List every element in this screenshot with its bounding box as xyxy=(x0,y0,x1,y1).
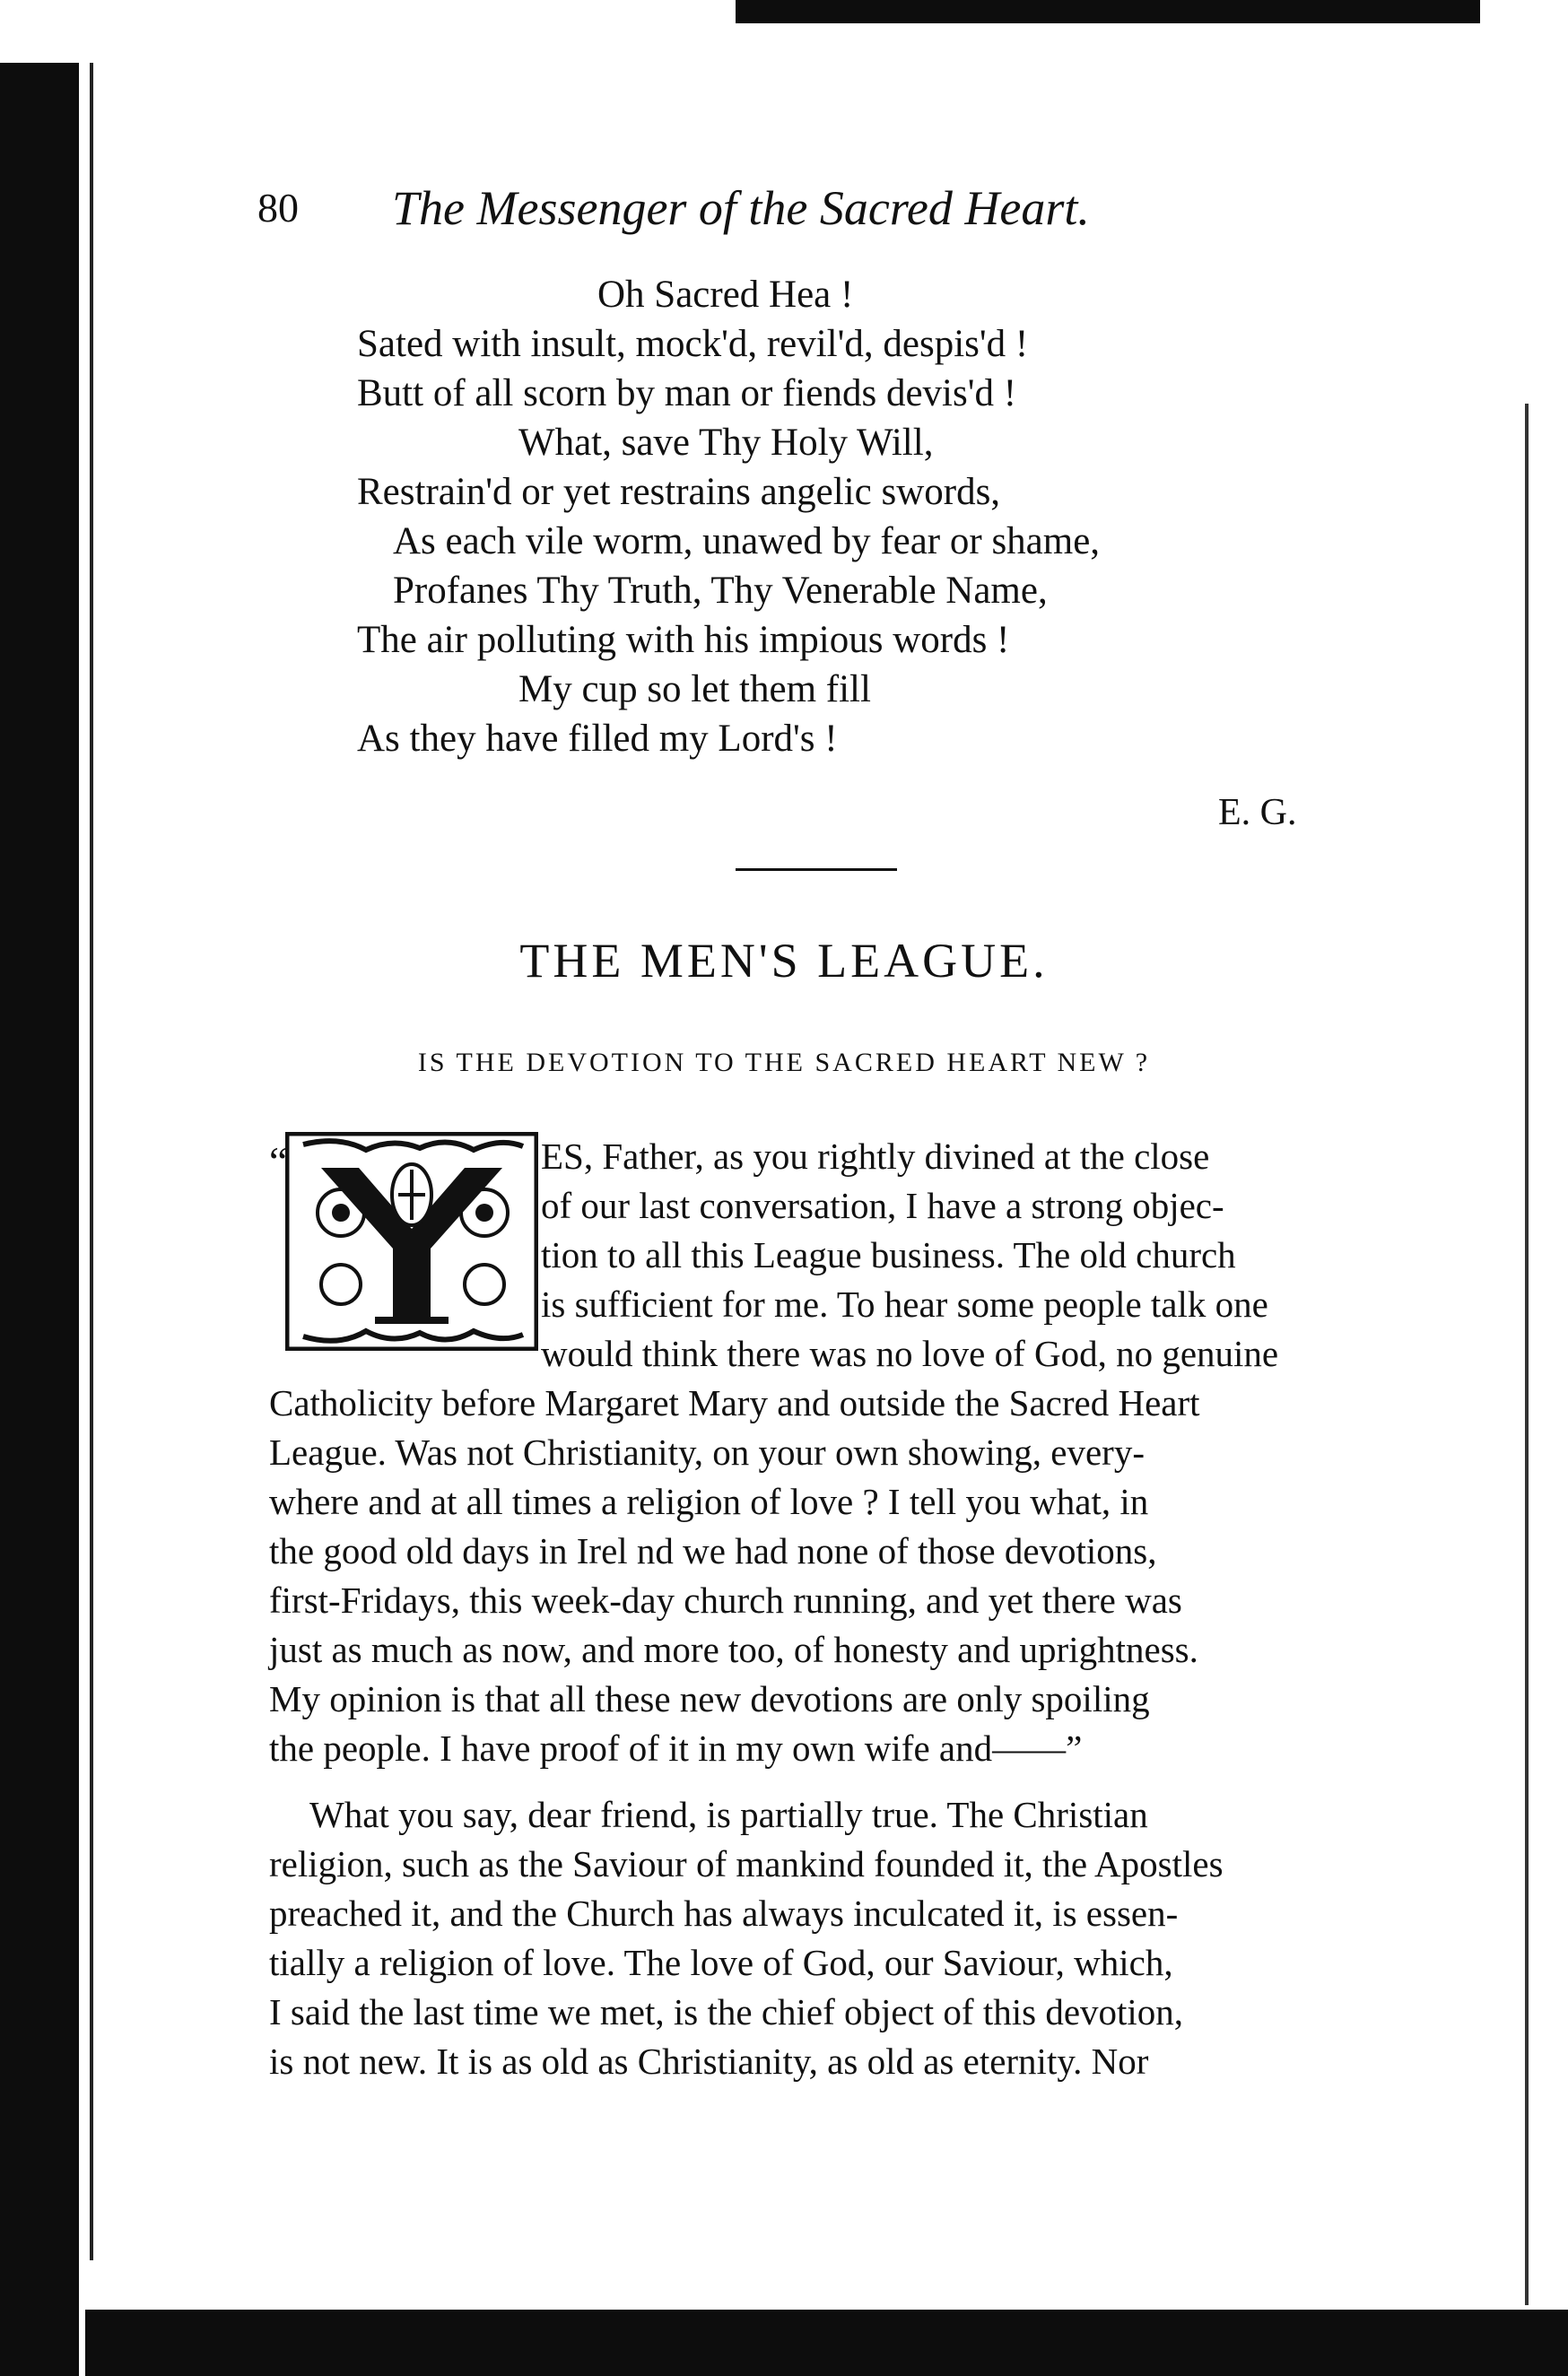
article-line: is sufficient for me. To hear some people talk one xyxy=(541,1284,1268,1325)
article-line: of our last conversation, I have a strong objec- xyxy=(541,1185,1224,1226)
article-line: preached it, and the Church has always inculcated it, is essen- xyxy=(269,1893,1179,1934)
article-line: I said the last time we met, is the chief object of this devotion, xyxy=(269,1991,1184,2032)
article-line: just as much as now, and more too, of honesty and uprightness. xyxy=(269,1629,1198,1670)
poem-line: My cup so let them fill xyxy=(518,668,871,710)
article-line: tially a religion of love. The love of God, our Saviour, which, xyxy=(269,1942,1173,1983)
poem-line: Restrain'd or yet restrains angelic swords, xyxy=(357,471,1001,513)
article-line: tion to all this League business. The old church xyxy=(541,1234,1236,1275)
article-line: is not new. It is as old as Christianity, as old as eternity. Nor xyxy=(269,2041,1149,2082)
opening-quote: “ xyxy=(269,1138,288,1184)
article-line: the good old days in Irel nd we had none of those devotions, xyxy=(269,1530,1157,1571)
article-line: first-Fridays, this week-day church running, and yet there was xyxy=(269,1580,1182,1621)
article-line: League. Was not Christianity, on your own showing, every- xyxy=(269,1432,1145,1473)
poem-line: Profanes Thy Truth, Thy Venerable Name, xyxy=(393,570,1048,612)
poem-line: Sated with insult, mock'd, revil'd, despis'd ! xyxy=(357,323,1029,365)
article-line: the people. I have proof of it in my own wife and——” xyxy=(269,1728,1083,1769)
article-line: where and at all times a religion of love ? I tell you what, in xyxy=(269,1481,1149,1522)
page-number: 80 xyxy=(257,185,299,231)
article-line: ES, Father, as you rightly divined at the close xyxy=(541,1136,1210,1177)
article-title: THE MEN'S LEAGUE. xyxy=(519,934,1049,988)
section-divider xyxy=(736,868,897,871)
poem-line: The air polluting with his impious words ! xyxy=(357,619,1010,661)
poem-signature: E. G. xyxy=(1218,792,1297,833)
journal-title: The Messenger of the Sacred Heart. xyxy=(392,181,1090,235)
article-line: Catholicity before Margaret Mary and outside the Sacred Heart xyxy=(269,1382,1200,1423)
poem-line: As they have filled my Lord's ! xyxy=(357,718,838,760)
ornamental-y-icon xyxy=(285,1132,538,1351)
poem-line: Butt of all scorn by man or fiends devis'd ! xyxy=(357,372,1017,414)
article-line: My opinion is that all these new devotions are only spoiling xyxy=(269,1678,1150,1719)
poem-line: Oh Sacred Hea ! xyxy=(597,274,854,316)
poem-line: What, save Thy Holy Will, xyxy=(518,422,934,464)
article-line: What you say, dear friend, is partially true. The Christian xyxy=(309,1794,1148,1835)
article-line: would think there was no love of God, no genuine xyxy=(541,1333,1279,1374)
poem-line: As each vile worm, unawed by fear or shame, xyxy=(393,520,1101,562)
running-head xyxy=(257,181,1334,247)
article-subtitle: IS THE DEVOTION TO THE SACRED HEART NEW ? xyxy=(417,1048,1151,1077)
article-line: religion, such as the Saviour of mankind founded it, the Apostles xyxy=(269,1843,1224,1884)
